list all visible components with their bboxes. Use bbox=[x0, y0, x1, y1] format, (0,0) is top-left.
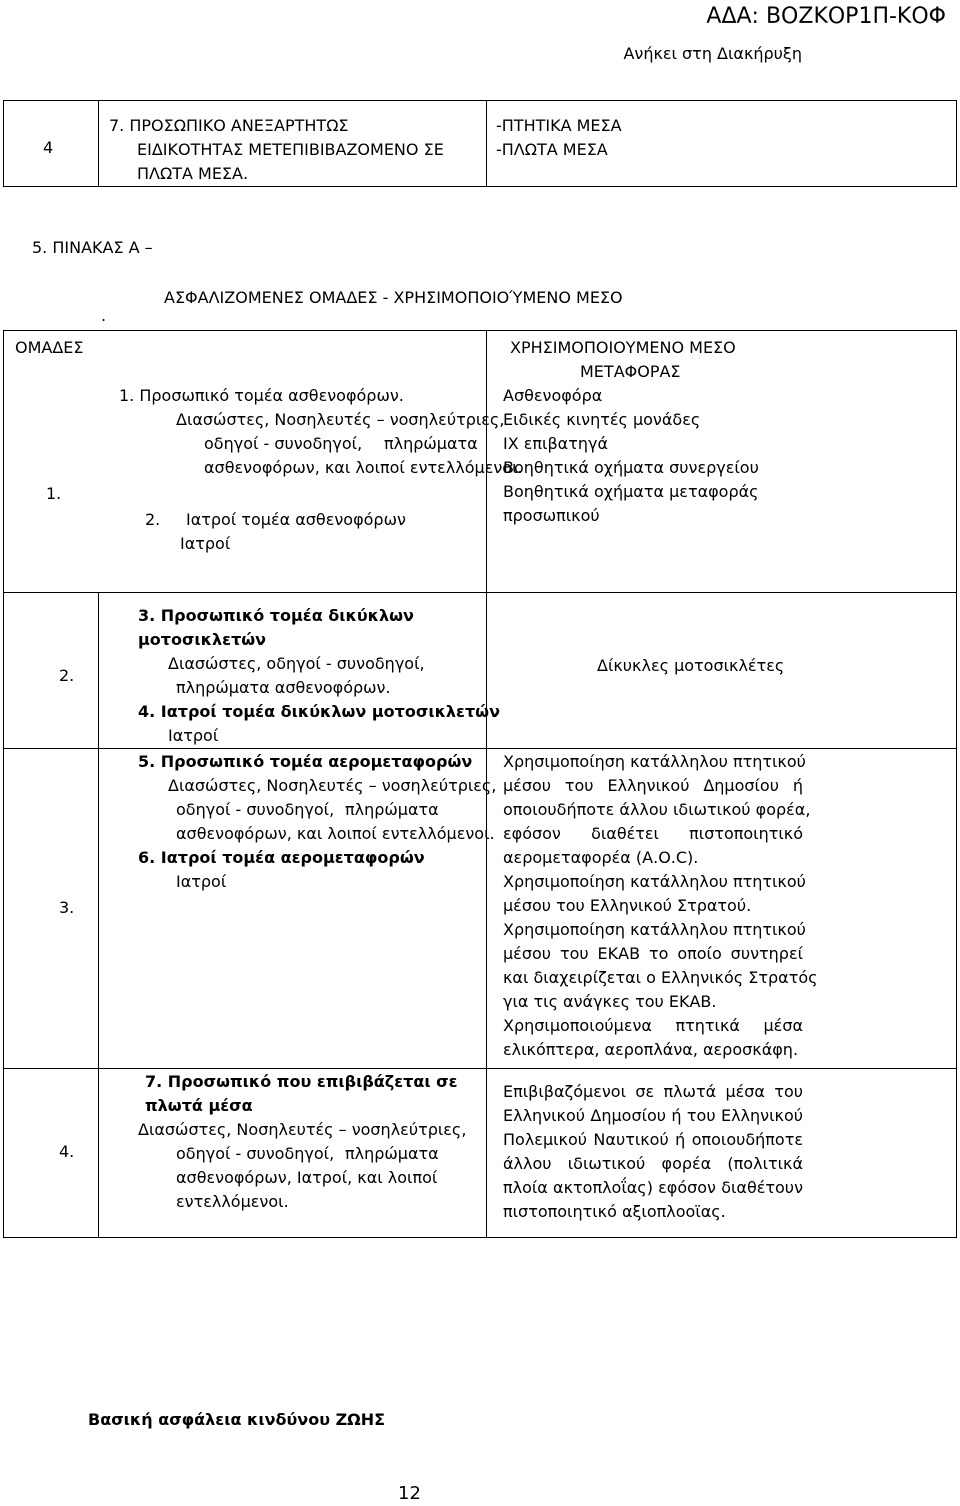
means-line: πλοία ακτοπλοΐας) εφόσον διαθέτουν bbox=[503, 1178, 803, 1197]
means-line: οποιουδήποτε άλλου ιδιωτικού φορέα, bbox=[503, 800, 811, 819]
personnel-line: οδηγοί - συνοδηγοί, bbox=[204, 434, 363, 453]
personnel-sub: Ιατροί bbox=[180, 534, 231, 553]
belongs-to-tender: Ανήκει στη Διακήρυξη bbox=[623, 44, 802, 63]
personnel-line: ασθενοφόρων, και λοιποί εντελλόμενοι. bbox=[204, 458, 523, 477]
means-line: μέσου του ΕΚΑΒ το οποίο συντηρεί bbox=[503, 944, 803, 963]
means-line: Βοηθητικά οχήματα μεταφοράς bbox=[503, 482, 759, 501]
personnel-title: 3. Προσωπικό τομέα δικύκλων bbox=[138, 606, 414, 625]
row-number: 4 bbox=[43, 138, 54, 157]
personnel-sub: Ιατροί bbox=[168, 726, 219, 745]
column-header-means: ΜΕΤΑΦΟΡΑΣ bbox=[580, 362, 681, 381]
personnel-title: Ιατροί τομέα ασθενοφόρων bbox=[186, 510, 406, 529]
personnel-line: Διασώστες, Νοσηλευτές – νοσηλεύτριες, bbox=[168, 776, 497, 795]
personnel-title: 7. Προσωπικό που επιβιβάζεται σε bbox=[145, 1072, 458, 1091]
personnel-line: ασθενοφόρων, και λοιποί εντελλόμενοι. bbox=[176, 824, 495, 843]
personnel-line: ΠΛΩΤΑ ΜΕΣΑ. bbox=[137, 164, 249, 183]
means-line: μέσου του Ελληνικού Στρατού. bbox=[503, 896, 752, 915]
personnel-line: Διασώστες, Νοσηλευτές – νοσηλεύτριες, bbox=[176, 410, 505, 429]
personnel-line: οδηγοί - συνοδηγοί, bbox=[176, 800, 335, 819]
personnel-line: Διασώστες, οδηγοί - συνοδηγοί, bbox=[168, 654, 425, 673]
means-line: Ελληνικού Δημοσίου ή του Ελληνικού bbox=[503, 1106, 803, 1125]
column-header-groups: ΟΜΑΔΕΣ bbox=[15, 338, 84, 357]
personnel-title: 1. Προσωπικό τομέα ασθενοφόρων. bbox=[119, 386, 404, 405]
page-number: 12 bbox=[398, 1483, 421, 1504]
group-number: 4. bbox=[59, 1142, 75, 1161]
section-title: 5. ΠΙΝΑΚΑΣ Α – bbox=[32, 238, 153, 257]
means-line: εφόσον διαθέτει πιστοποιητικό bbox=[503, 824, 803, 843]
personnel-title: 2. bbox=[145, 510, 161, 529]
personnel-sub: Ιατροί bbox=[176, 872, 227, 891]
means-line: ελικόπτερα, αεροπλάνα, αεροσκάφη. bbox=[503, 1040, 799, 1059]
document-code: ΑΔΑ: ΒΟΖΚΟΡ1Π-ΚΟΦ bbox=[706, 4, 946, 29]
means-line: προσωπικού bbox=[503, 506, 600, 525]
personnel-title: 6. Ιατροί τομέα αερομεταφορών bbox=[138, 848, 425, 867]
means-line: άλλου ιδιωτικού φορέα (πολιτικά bbox=[503, 1154, 803, 1173]
means-line: Χρησιμοποίηση κατάλληλου πτητικού bbox=[503, 872, 806, 891]
personnel-title: 4. Ιατροί τομέα δικύκλων μοτοσικλετών bbox=[138, 702, 500, 721]
personnel-line: πληρώματα bbox=[384, 434, 478, 453]
personnel-line: ΕΙΔΙΚΟΤΗΤΑΣ ΜΕΤΕΠΙΒΙΒΑΖΟΜΕΝΟ ΣΕ bbox=[137, 140, 444, 159]
personnel-line: οδηγοί - συνοδηγοί, bbox=[176, 1144, 335, 1163]
means-line: αερομεταφορέα (Α.Ο.C). bbox=[503, 848, 699, 867]
personnel-title: 5. Προσωπικό τομέα αερομεταφορών bbox=[138, 752, 473, 771]
column-header-means: ΧΡΗΣΙΜΟΠΟΙΟΥΜΕΝΟ ΜΕΣΟ bbox=[510, 338, 736, 357]
personnel-line: πληρώματα ασθενοφόρων. bbox=[176, 678, 391, 697]
personnel-title: πλωτά μέσα bbox=[145, 1096, 253, 1115]
personnel-line: εντελλόμενοι. bbox=[176, 1192, 289, 1211]
means-line: Ειδικές κινητές μονάδες bbox=[503, 410, 701, 429]
means-line: -ΠΛΩΤΑ ΜΕΣΑ bbox=[496, 140, 608, 159]
personnel-line: πληρώματα bbox=[345, 800, 439, 819]
group-number: 1. bbox=[46, 484, 62, 503]
personnel-line: ασθενοφόρων, Ιατροί, και λοιποί bbox=[176, 1168, 438, 1187]
means-line: Χρησιμοποιούμενα πτητικά μέσα bbox=[503, 1016, 803, 1035]
means-line: Ασθενοφόρα bbox=[503, 386, 603, 405]
personnel-line: πληρώματα bbox=[345, 1144, 439, 1163]
means-line: πιστοποιητικό αξιοπλοοϊας. bbox=[503, 1202, 726, 1221]
means-line: Επιβιβαζόμενοι σε πλωτά μέσα του bbox=[503, 1082, 803, 1101]
means-line: Χρησιμοποίηση κατάλληλου πτητικού bbox=[503, 752, 806, 771]
means-line: και διαχειρίζεται ο Ελληνικός Στρατός bbox=[503, 968, 818, 987]
means-line: μέσου του Ελληνικού Δημοσίου ή bbox=[503, 776, 803, 795]
footer-title: Βασική ασφάλεια κινδύνου ΖΩΗΣ bbox=[88, 1410, 386, 1429]
means-line: Πολεμικού Ναυτικού ή οποιουδήποτε bbox=[503, 1130, 803, 1149]
means-line: Βοηθητικά οχήματα συνεργείου bbox=[503, 458, 759, 477]
personnel-title: μοτοσικλετών bbox=[138, 630, 267, 649]
group-number: 3. bbox=[59, 898, 75, 917]
dot-mark: . bbox=[101, 306, 107, 325]
group-number: 2. bbox=[59, 666, 75, 685]
means-line: ΙΧ επιβατηγά bbox=[503, 434, 609, 453]
personnel-line: 7. ΠΡΟΣΩΠΙΚΟ ΑΝΕΞΑΡΤΗΤΩΣ bbox=[109, 116, 349, 135]
means-line: για τις ανάγκες του ΕΚΑΒ. bbox=[503, 992, 717, 1011]
means-line: Δίκυκλες μοτοσικλέτες bbox=[597, 656, 785, 675]
personnel-line: Διασώστες, Νοσηλευτές – νοσηλεύτριες, bbox=[138, 1120, 467, 1139]
means-line: Χρησιμοποίηση κατάλληλου πτητικού bbox=[503, 920, 806, 939]
table-heading: ΑΣΦΑΛΙΖΟΜΕΝΕΣ ΟΜΑΔΕΣ - ΧΡΗΣΙΜΟΠΟΙΟΎΜΕΝΟ ΜΕΣΟ bbox=[164, 288, 623, 307]
means-line: -ΠΤΗΤΙΚΑ ΜΕΣΑ bbox=[496, 116, 622, 135]
